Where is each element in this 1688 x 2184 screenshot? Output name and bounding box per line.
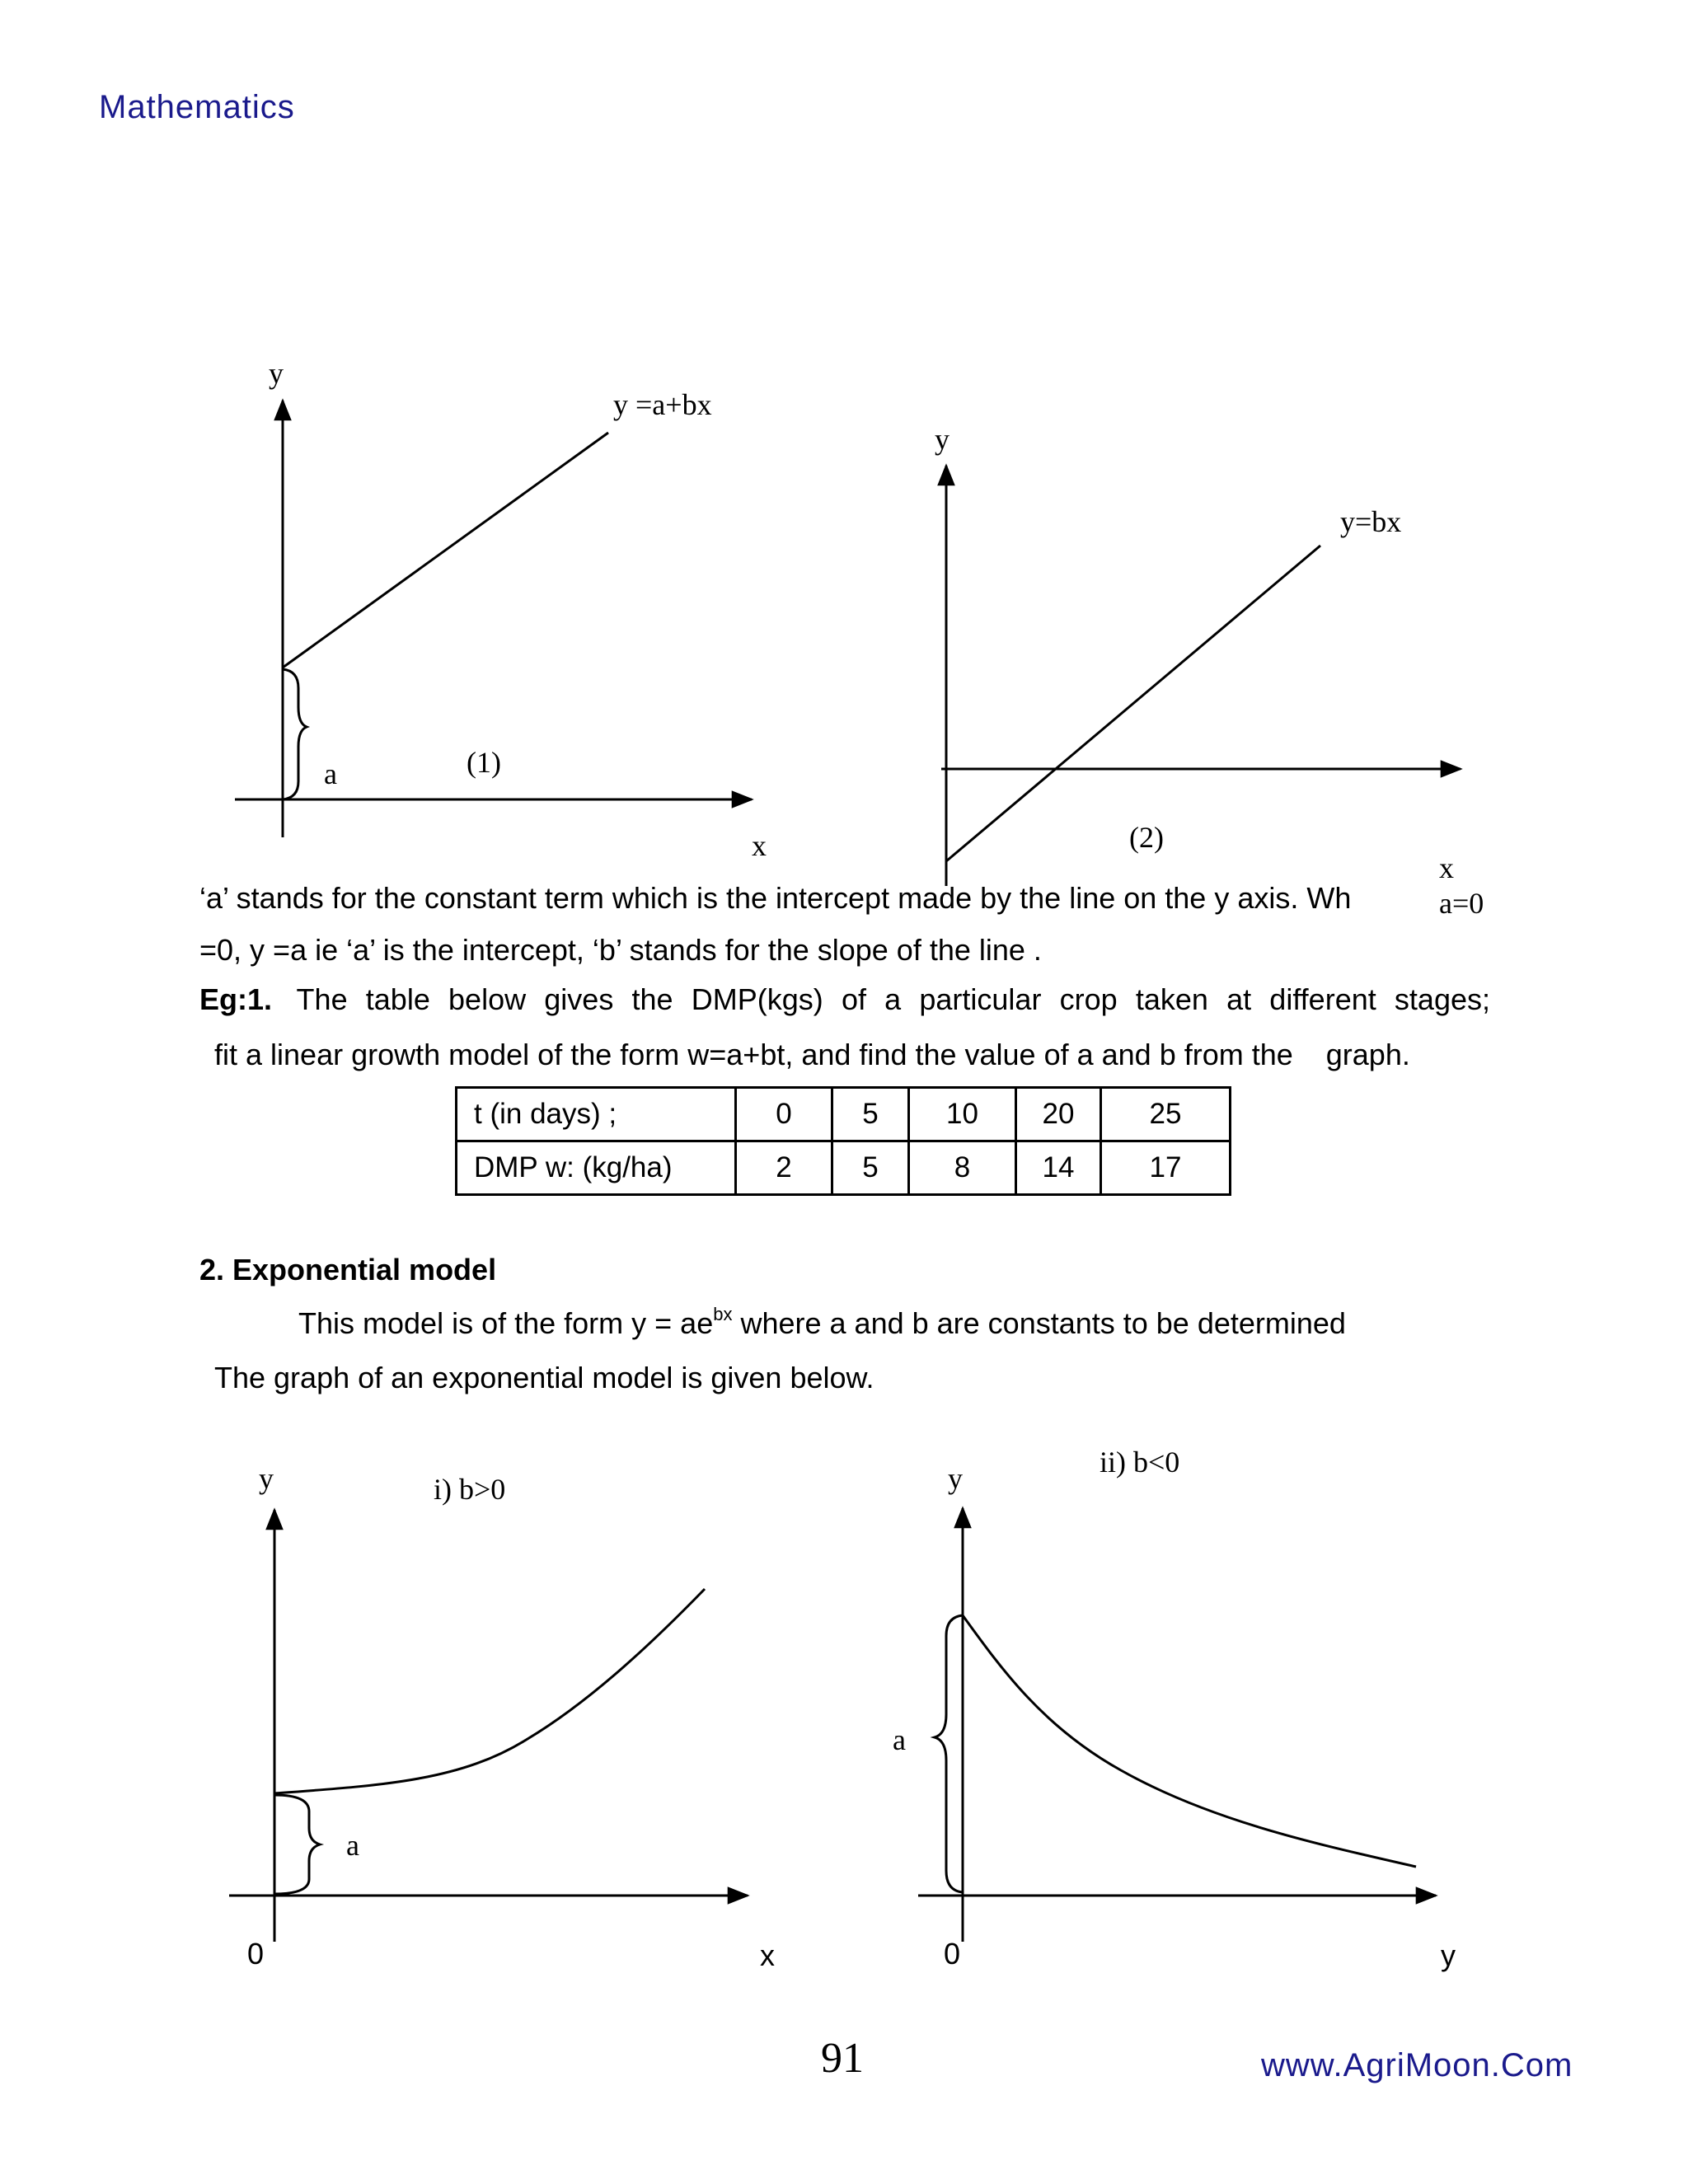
section-intro-superscript: bx xyxy=(713,1304,733,1324)
fig1-intercept-brace xyxy=(283,669,307,799)
table-cell: 0 xyxy=(736,1088,832,1141)
table-row xyxy=(457,1141,1231,1195)
table-cell: 25 xyxy=(1101,1088,1231,1141)
fig1-line xyxy=(283,433,608,668)
example-line-2: fit a linear growth model of the form w=a+bt, and find the value of a and b from the graph. xyxy=(214,1038,1410,1071)
fig3-origin-label: 0 xyxy=(247,1937,265,1971)
fig2-side-note: a=0 xyxy=(1439,887,1484,920)
fig3-caption: i) b>0 xyxy=(434,1473,506,1506)
example-line-1 xyxy=(199,982,1490,1016)
fig4-curve xyxy=(963,1615,1416,1867)
fig4-intercept-label: a xyxy=(893,1723,906,1756)
fig1-equation-label: y =a+bx xyxy=(613,388,712,421)
fig2-x-label: x xyxy=(1439,851,1454,884)
fig4-y-label: y xyxy=(948,1462,963,1495)
table-cell: 14 xyxy=(1016,1141,1101,1195)
table-cell: 5 xyxy=(832,1088,909,1141)
fig1-intercept-label: a xyxy=(324,757,337,790)
page-number: 91 xyxy=(821,2035,864,2082)
section-intro-after: where a and b are constants to be determined xyxy=(732,1306,1346,1340)
section-line-2: The graph of an exponential model is given below. xyxy=(214,1361,874,1394)
fig4-caption: ii) b<0 xyxy=(1100,1446,1180,1479)
fig3-intercept-brace xyxy=(274,1795,320,1894)
page-header-title: Mathematics xyxy=(99,89,295,125)
fig3-y-label: y xyxy=(259,1462,274,1495)
fig3-intercept-label: a xyxy=(346,1829,359,1862)
fig2-y-label: y xyxy=(935,423,950,456)
section-heading: 2. Exponential model xyxy=(199,1253,497,1286)
table-cell: 20 xyxy=(1016,1088,1101,1141)
website-link[interactable]: www.AgriMoon.Com xyxy=(1261,2047,1573,2083)
fig3-curve xyxy=(274,1589,705,1793)
fig4-x-label: y xyxy=(1441,1938,1456,1972)
table-row xyxy=(457,1088,1231,1141)
table-cell: 5 xyxy=(832,1141,909,1195)
fig2-line xyxy=(946,546,1320,861)
section-intro-before: This model is of the form y = ae xyxy=(298,1306,714,1340)
paragraph-line-1: ‘a’ stands for the constant term which is the intercept made by the line on the y axis. Wh xyxy=(199,881,1352,915)
fig1-caption: (1) xyxy=(467,746,501,779)
example-label: Eg:1. xyxy=(199,982,273,1016)
section-intro xyxy=(298,1304,1346,1340)
fig4-intercept-brace xyxy=(935,1615,963,1892)
table-cell: 8 xyxy=(909,1141,1016,1195)
dmp-table xyxy=(455,1086,1231,1196)
fig1-x-label: x xyxy=(752,829,767,862)
fig3-x-label: x xyxy=(760,1938,775,1972)
fig2-equation-label: y=bx xyxy=(1340,505,1402,538)
table-row-label: DMP w: (kg/ha) xyxy=(457,1141,736,1195)
fig2-caption: (2) xyxy=(1129,821,1164,854)
table-cell: 17 xyxy=(1101,1141,1231,1195)
table-cell: 2 xyxy=(736,1141,832,1195)
table-cell: 10 xyxy=(909,1088,1016,1141)
table-row-label: t (in days) ; xyxy=(457,1088,736,1141)
fig4-origin-label: 0 xyxy=(944,1937,961,1971)
paragraph-line-2: =0, y =a ie ‘a’ is the intercept, ‘b’ stands for the slope of the line . xyxy=(199,933,1042,967)
fig1-y-label: y xyxy=(269,357,284,390)
example-line-1-text: The table below gives the DMP(kgs) of a particular crop taken at different stages; xyxy=(279,982,1490,1016)
